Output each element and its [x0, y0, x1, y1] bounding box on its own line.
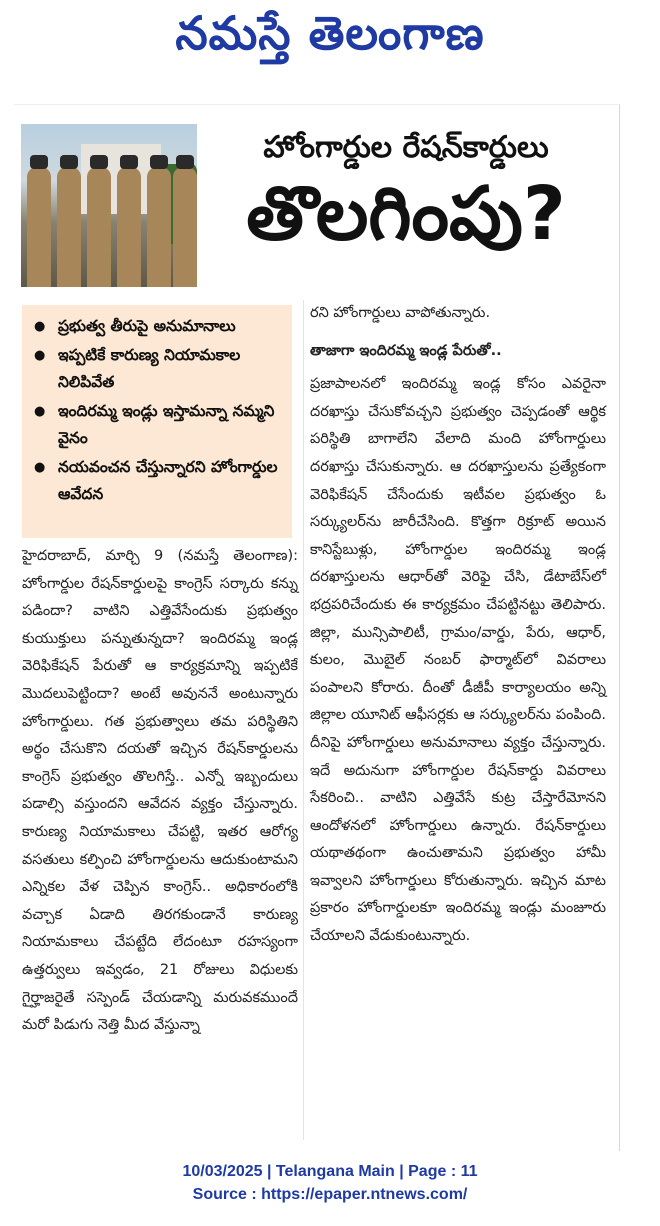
- footer-source-link[interactable]: Source : https://epaper.ntnews.com/: [192, 1186, 468, 1203]
- column-1-body: హైదరాబాద్‌, మార్చి 9 (నమస్తే తెలంగాణ): హోంగార్డుల రేషన్‌కార్డులపై కాంగ్రెస్‌ సర్కారు కన్ను పడిందా? వాటిని ఎత్తివేసేందుకు ప్రభుత్వం కుయుక్తులు పన్నుతున్నదా? ఇందిరమ్మ ఇండ్ల వెరిఫికేషన్‌ పేరుతో ఆ కార్యక్రమాన్ని ఇప్పటికే మొదలుపెట్టిందా? అంటే అవుననే అంటున్నారు హోంగార్డులు. గత ప్రభుత్వాలు తమ పరిస్థితిని అర్థం చేసుకొని దయతో ఇచ్చిన రేషన్‌కార్డులను కాంగ్రెస్‌ ప్రభుత్వం తొలగిస్తే.. ఎన్నో ఇబ్బందులు పడాల్సి వస్తుందని ఆవేదన వ్యక్తం చేస్తున్నారు. కారుణ్య నియామకాలు చేపట్టి, ఇతర ఆరోగ్య వసతులు కల్పించి హోంగార్డులను ఆదుకుంటామని ఎన్నికల వేళ చెప్పిన కాంగ్రెస్‌.. అధికారంలోకి వచ్చాక ఏడాది తిరగకుండానే కారుణ్య నియామకాలు చేపట్టేది లేదంటూ రహస్యంగా ఉత్తర్వులు ఇవ్వడం, 21 రోజులు విధులకు గైర్హాజరైతే సస్పెండ్‌ చేయడాన్ని మరువకముందే మరో పిడుగు నెత్తి మీద వేస్తున్నా: [22, 548, 298, 1034]
- highlight-item: ● ఇందిరమ్మ ఇండ్లు ఇస్తామన్నా నమ్మని వైనం: [22, 398, 292, 452]
- article-column-1: [22, 543, 298, 1040]
- article-column-2: [310, 300, 606, 951]
- highlight-item: ● ఇప్పటికే కారుణ్య నియామకాల నిలిపివేత: [22, 342, 292, 396]
- column-2-body: ప్రజాపాలనలో ఇందిరమ్మ ఇండ్ల కోసం ఎవరైనా దరఖాస్తు చేసుకోవచ్చని ప్రభుత్వం చెప్పడంతో ఆర్థిక పరిస్థితి బాగాలేని వేలాది మంది హోంగార్డులు దరఖాస్తు చేసుకున్నారు. ఆ దరఖాస్తులను ప్రత్యేకంగా వెరిఫికేషన్‌ చేసేందుకు ఇటీవల ప్రభుత్వం ఓ సర్క్యులర్‌ను జారీచేసింది. కొత్తగా రిక్రూట్‌ అయిన కానిస్టేబుళ్లు, హోంగార్డుల ఇందిరమ్మ ఇండ్ల దరఖాస్తులను ఆధార్‌తో వెరిఫై చేసి, డేటాబేస్‌లో భద్రపరిచేందుకు ఈ కార్యక్రమం చేపట్టినట్టు తెలిపారు. జిల్లా, మున్సిపాలిటీ, గ్రామం/వార్డు, పేరు, ఆధార్‌, కులం, మొబైల్‌ నంబర్‌ ఫార్మాట్‌లో వివరాలు పంపాలని కోరారు. దీంతో డీజీపీ కార్యాలయం అన్ని జిల్లాల యూనిట్‌ ఆఫీసర్లకు ఆ సర్క్యులర్‌ను పంపింది. దీనిపై హోంగార్డులు అనుమానాలు వ్యక్తం చేస్తున్నారు. ఇదే అదునుగా హోంగార్డుల రేషన్‌కార్డు వివరాలు సేకరించి.. వాటిని ఎత్తివేసే కుట్ర చేస్తారేమోనని ఆందోళనలో హోంగార్డులు ఉన్నారు. రేషన్‌కార్డులు యథాతథంగా ఉంచుతామని ప్రభుత్వం హామీ ఇవ్వాలని హోంగార్డులు కోరుతున్నారు. ఇచ్చిన మాట ప్రకారం హోంగార్డులకూ ఇందిరమ్మ ఇండ్లు మంజూరు చేయాలని వేడుకుంటున్నారు.: [310, 376, 606, 945]
- column-2-subhead: తాజాగా ఇందిరమ్మ ఇండ్ల పేరుతో..: [310, 342, 502, 359]
- masthead-logo: నమస్తే తెలంగాణ: [175, 6, 485, 60]
- article-headline: తొలగింపు?: [246, 171, 566, 257]
- footer-edition-info: 10/03/2025 | Telangana Main | Page : 11: [182, 1163, 478, 1180]
- highlight-item: ● నయవంచన చేస్తున్నారని హోంగార్డుల ఆవేదన: [22, 454, 292, 508]
- highlights-box: [22, 305, 292, 538]
- highlight-item: ● ప్రభుత్వ తీరుపై అనుమానాలు: [22, 313, 292, 340]
- column-divider: [303, 300, 304, 1140]
- column-2-lead: రని హోంగార్డులు వాపోతున్నారు.: [310, 305, 491, 321]
- article-photo: [21, 124, 197, 287]
- article-kicker: హోంగార్డుల రేషన్‌కార్డులు: [263, 130, 549, 165]
